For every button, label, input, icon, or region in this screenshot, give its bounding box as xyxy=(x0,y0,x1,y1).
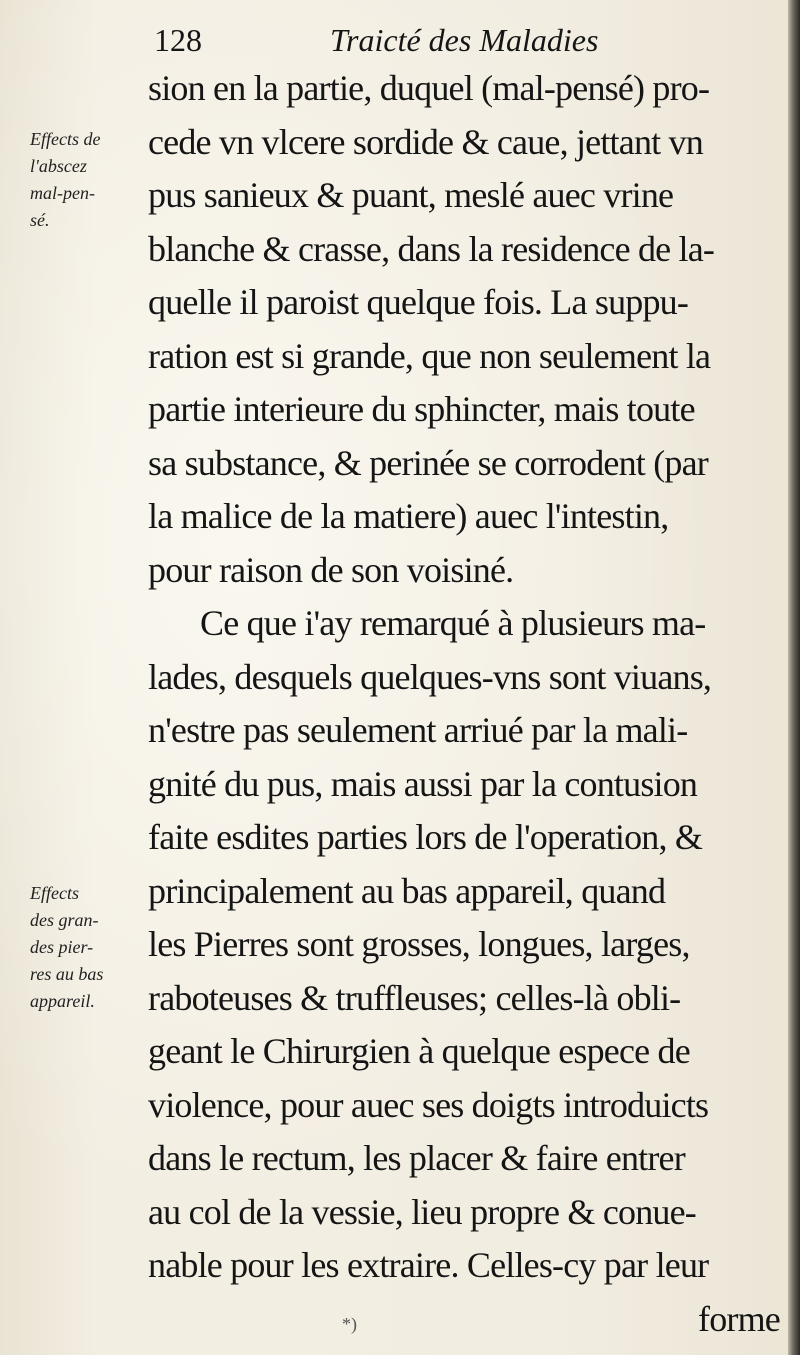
text-line: raboteuses & truffleuses; celles-là obli- xyxy=(148,977,681,1018)
margin-note-line: sé. xyxy=(30,210,50,230)
margin-note-line: res au bas xyxy=(30,964,104,984)
text-line: gnité du pus, mais aussi par la contusion xyxy=(148,763,698,804)
text-line: n'estre pas seulement arriué par la mali- xyxy=(148,710,688,750)
body-text xyxy=(148,62,780,1346)
margin-note-line: Effects de xyxy=(30,129,101,149)
margin-note-line: Effects xyxy=(30,883,79,903)
text-line: geant le Chirurgien à quelque espece de xyxy=(148,1031,690,1071)
text-line: sion en la partie, duquel (mal-pensé) pro- xyxy=(148,68,710,108)
text-line: quelle il paroist quelque fois. La suppu- xyxy=(148,282,689,322)
text-line: nable pour les extraire. Celles-cy par leur xyxy=(148,1245,709,1285)
text-line: au col de la vessie, lieu propre & conue- xyxy=(148,1191,696,1232)
page-number: 128 xyxy=(154,22,202,58)
text-line: violence, pour auec ses doigts introduicts xyxy=(148,1084,709,1125)
catchword: forme xyxy=(698,1298,780,1339)
margin-note-effects-abscess xyxy=(30,126,148,234)
margin-note-effects-stones xyxy=(30,880,148,1015)
text-line: sa substance, & perinée se corrodent (par xyxy=(148,442,708,483)
text-line: blanche & crasse, dans la residence de la- xyxy=(148,228,715,269)
text-line: lades, desquels quelques-vns sont viuans, xyxy=(148,656,712,697)
text-line: dans le rectum, les placer & faire entrer xyxy=(148,1138,685,1178)
text-line: principalement au bas appareil, quand xyxy=(148,870,666,911)
footer-mark: *) xyxy=(342,1314,357,1334)
margin-note-line: mal-pen- xyxy=(30,183,95,203)
margin-note-line: appareil. xyxy=(30,991,95,1011)
text-line: pus sanieux & puant, meslé auec vrine xyxy=(148,175,674,215)
text-line: cede vn vlcere sordide & caue, jettant vn xyxy=(148,121,703,162)
text-line-paragraph-start: Ce que i'ay remarqué à plusieurs ma- xyxy=(200,603,706,643)
page-header xyxy=(150,16,710,62)
margin-note-line: l'abscez xyxy=(30,156,87,176)
text-line: partie interieure du sphincter, mais toute xyxy=(148,389,695,429)
running-head: Traicté des Maladies xyxy=(330,22,599,58)
text-line: ration est si grande, que non seulement la xyxy=(148,335,711,376)
page-edge-shadow xyxy=(788,0,800,1355)
text-line: pour raison de son voisiné. xyxy=(148,549,514,590)
text-line: les Pierres sont grosses, longues, larges, xyxy=(148,924,690,964)
text-line: la malice de la matiere) auec l'intestin, xyxy=(148,496,669,536)
margin-note-line: des gran- xyxy=(30,910,99,930)
text-line: faite esdites parties lors de l'operation, & xyxy=(148,817,703,857)
margin-note-line: des pier- xyxy=(30,937,94,957)
